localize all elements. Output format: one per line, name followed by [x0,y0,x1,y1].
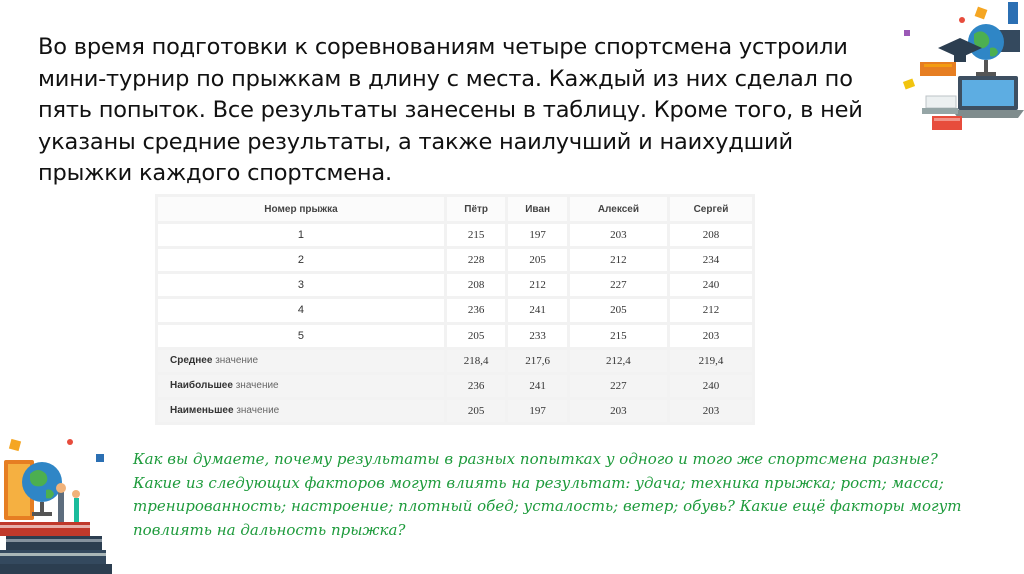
table-cell: 205 [508,249,567,271]
table-cell: 241 [508,375,567,397]
row-label: 2 [158,249,444,271]
table-cell: 233 [508,325,567,347]
table-cell: 236 [447,375,505,397]
table-cell: 234 [670,249,752,271]
education-illustration [898,0,1024,150]
table-cell: 197 [508,400,567,422]
table-cell: 236 [447,299,505,321]
header-ivan: Иван [508,197,567,221]
header-jump-number: Номер прыжка [158,197,444,221]
table-cell: 228 [447,249,505,271]
table-cell: 218,4 [447,350,505,372]
table-cell: 203 [670,325,752,347]
table-cell: 212,4 [570,350,667,372]
stat-row-min [158,400,752,422]
table-cell: 241 [508,299,567,321]
table-row [158,249,752,271]
globe-books-illustration [0,434,112,574]
stat-label-bold: Наименьшее [170,405,234,417]
stat-label-rest: значение [235,380,279,392]
stat-label [158,375,444,397]
table-cell: 215 [447,224,505,246]
table-cell: 227 [570,375,667,397]
row-label: 1 [158,224,444,246]
table-cell: 205 [570,299,667,321]
results-table [155,194,755,425]
header-petr: Пётр [447,197,505,221]
table-cell: 212 [570,249,667,271]
header-aleksey: Алексей [570,197,667,221]
table-cell: 215 [570,325,667,347]
table-cell: 217,6 [508,350,567,372]
row-label: 4 [158,299,444,321]
table-cell: 197 [508,224,567,246]
stat-label-bold: Наибольшее [170,380,233,392]
table-header-row [158,197,752,221]
table-cell: 208 [447,274,505,296]
table-cell: 203 [570,400,667,422]
table-cell: 203 [570,224,667,246]
table-cell: 240 [670,375,752,397]
table-cell: 203 [670,400,752,422]
intro-paragraph: Во время подготовки к соревнованиям четыре спортсмена устроили мини-турнир по прыжкам в длину с места. Каждый из них сделал по пять попыток. Все результаты занесены в таблицу. Кроме того, в ней указаны средние результаты, а также наилучший и наихудший прыжки каждого спортсмена. [38,34,863,186]
stat-label-rest: значение [236,405,280,417]
table-cell: 227 [570,274,667,296]
table-row [158,274,752,296]
question-paragraph: Как вы думаете, почему результаты в разных попытках у одного и того же спортсмена разные? Какие из следующих факторов могут влиять на результат: удача; техника прыжка; рост; масса; тренированность; настроение; плотный обед; усталость; ветер; обувь? Какие ещё факторы могут повлиять на дальность прыжка? [133,450,962,539]
row-label: 5 [158,325,444,347]
row-label: 3 [158,274,444,296]
table-cell: 212 [670,299,752,321]
table-row [158,224,752,246]
results-table-container [155,194,755,425]
stat-label-rest: значение [215,355,259,367]
table-row [158,325,752,347]
table-cell: 219,4 [670,350,752,372]
table-cell: 240 [670,274,752,296]
table-cell: 212 [508,274,567,296]
table-row [158,299,752,321]
table-cell: 205 [447,325,505,347]
stat-label-bold: Среднее [170,355,213,367]
stat-row-average [158,350,752,372]
stat-label [158,350,444,372]
table-cell: 205 [447,400,505,422]
stat-row-max [158,375,752,397]
table-cell: 208 [670,224,752,246]
header-sergey: Сергей [670,197,752,221]
stat-label [158,400,444,422]
